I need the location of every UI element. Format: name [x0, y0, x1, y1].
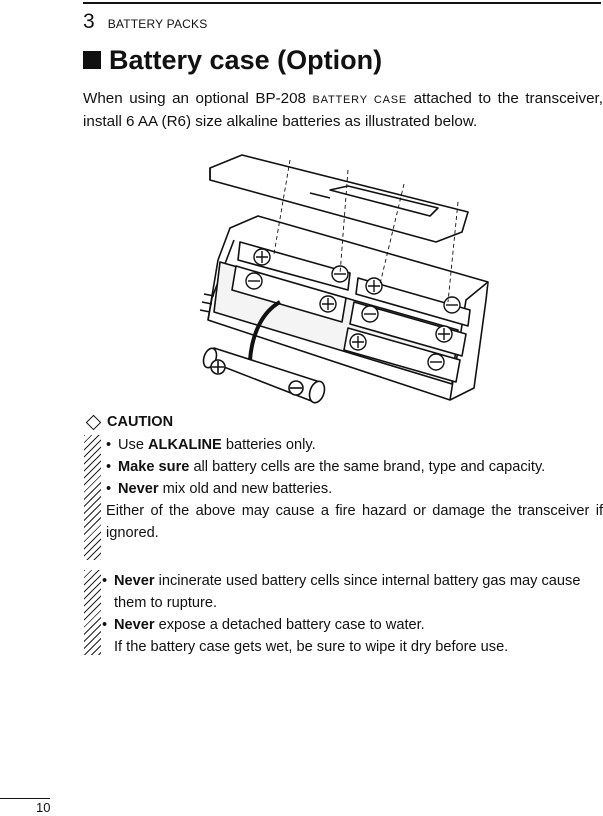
caution-item: • Never mix old and new batteries. — [106, 478, 603, 500]
chapter-title: BATTERY PACKS — [107, 17, 208, 31]
caution-hatch-bar-1 — [84, 435, 101, 560]
chapter-number: 3 — [83, 10, 95, 33]
battery-case-term: BATTERY CASE — [312, 94, 408, 106]
caution-hatch-bar-2 — [84, 570, 101, 655]
caution-note: Either of the above may cause a fire hazard or damage the transceiver if ignored. — [106, 503, 603, 541]
caution-item: • Use ALKALINE batteries only. — [106, 434, 603, 456]
caution-title: CAUTION — [107, 414, 174, 430]
diamond-icon — [86, 414, 102, 430]
caution-item: • Never incinerate used battery cells since internal battery gas may cause them to rupture. — [102, 570, 603, 614]
chapter-header — [83, 11, 207, 32]
intro-text-1: When using an optional BP-208 — [83, 90, 313, 107]
caution-heading — [84, 414, 173, 430]
footer-rule — [0, 798, 50, 799]
caution-list-1 — [106, 434, 603, 544]
caution-note: If the battery case gets wet, be sure to wipe it dry before use. — [114, 639, 509, 655]
aa-battery — [201, 347, 327, 405]
intro-text-2: attached to the transceiver, install 6 AA (R6) size alkaline batteries as illustrated below. — [83, 90, 603, 130]
caution-list-2 — [102, 570, 603, 658]
square-bullet-icon — [83, 51, 101, 69]
intro-paragraph — [83, 88, 603, 133]
section-title: Battery case (Option) — [109, 45, 383, 75]
header-rule — [83, 2, 601, 4]
page-number: 10 — [36, 800, 51, 815]
caution-item: • Make sure all battery cells are the same brand, type and capacity. — [106, 456, 603, 478]
caution-item: • Never expose a detached battery case to water. — [102, 614, 603, 636]
battery-case-illustration — [190, 150, 500, 420]
section-heading — [83, 44, 382, 76]
